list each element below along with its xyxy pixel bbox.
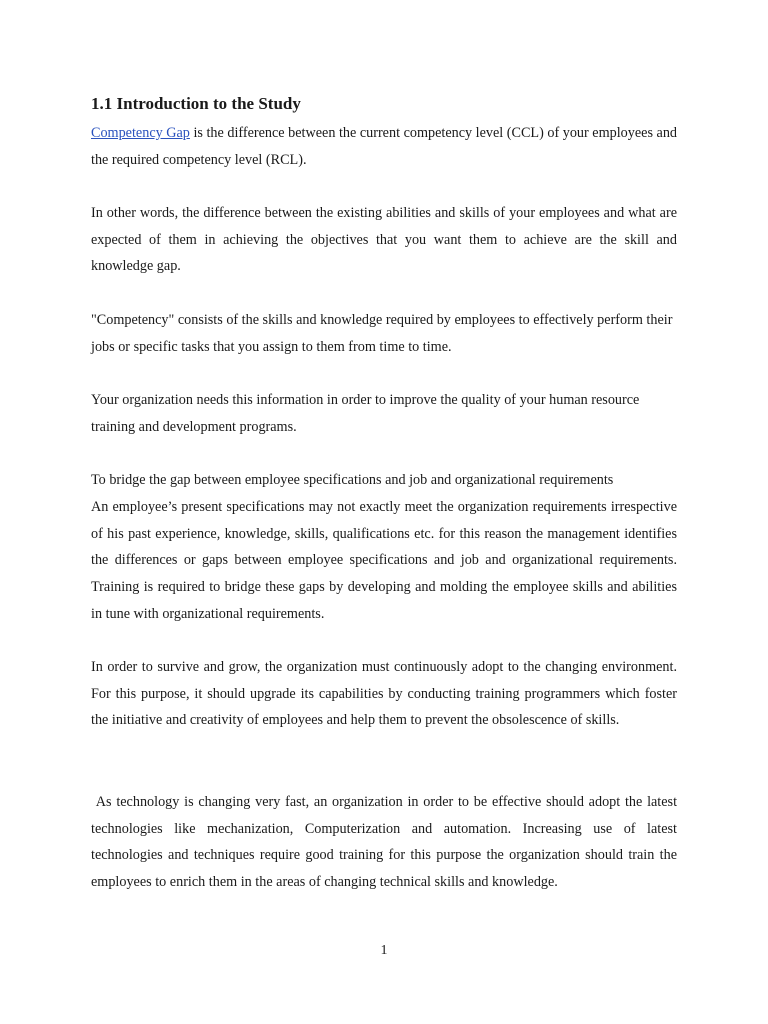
section-heading: 1.1 Introduction to the Study: [91, 94, 301, 113]
paragraph-bridge-gap: To bridge the gap between employee specifications and job and organizational requirements: [91, 472, 614, 488]
paragraph-technology: As technology is changing very fast, an organization in order to be effective should adopt the latest technologies like mechanization, Computerization and automation. Increasing use of latest technologies and techniques require good training for this purpose the organization should train the employees to enrich them in the areas of changing technical skills and knowledge.: [91, 794, 681, 891]
paragraph-other-words: In other words, the difference between the existing abilities and skills of your employees and what are expected of them in achieving the objectives that you want them to achieve are the skill and knowledge gap.: [91, 205, 677, 275]
intro-paragraph-text: is the difference between the current competency level (CCL) of your employees and the required competency level (RCL).: [91, 125, 678, 168]
intro-paragraph: [91, 120, 677, 173]
paragraph-employee-specifications: An employee’s present specifications may not exactly meet the organization requirements irrespective of his past experience, knowledge, skills, qualifications etc. for this reason the management identifies the differences or gaps between employee specifications and job and organizational requirements. Training is required to bridge these gaps by developing and molding the employee skills and abilities in tune with organizational requirements.: [91, 499, 677, 622]
page-number: 1: [380, 943, 388, 958]
competency-gap-link[interactable]: Competency Gap: [91, 125, 190, 141]
paragraph-survive-grow: In order to survive and grow, the organization must continuously adopt to the changing environment. For this purpose, it should upgrade its capabilities by conducting training programmers which foster the initiative and creativity of employees and help them to prevent the obsolescence of skills.: [91, 659, 677, 729]
paragraph-organization-needs: Your organization needs this information in order to improve the quality of your human resource training and development programs.: [91, 392, 640, 435]
paragraph-competency-definition: "Competency" consists of the skills and knowledge required by employees to effectively perform their jobs or specific tasks that you assign to them from time to time.: [91, 312, 673, 355]
